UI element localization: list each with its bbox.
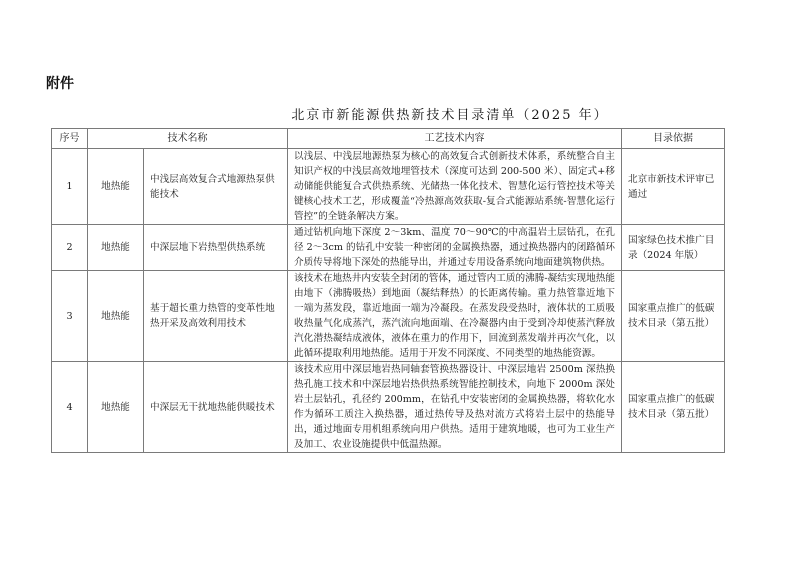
table-row	[52, 271, 725, 362]
catalog-basis: 国家重点推广的低碳技术目录（第五批）	[622, 362, 725, 453]
row-number: 2	[52, 225, 88, 271]
process-content: 以浅层、中浅层地源热泵为核心的高效复合式创新技术体系，系统整合自主知识产权的中浅层高效地埋管技术（深度可达到 200-500 米）、固定式+移动储能供能复合式供热系统、光储热一体化技术、智慧化运行管控技术等关键核心技术工艺，形成覆盖“冷热源高效获取-复合式能源站系统-智慧化运行管控”的全链条解决方案。	[288, 149, 622, 225]
energy-category: 地热能	[88, 225, 144, 271]
technology-name: 基于超长重力热管的变革性地热开采及高效利用技术	[144, 271, 288, 362]
table-row	[52, 362, 725, 453]
document-title: 北京市新能源供热新技术目录清单（2025 年）	[291, 108, 609, 123]
annex-label: 附件	[46, 76, 74, 92]
energy-category: 地热能	[88, 149, 144, 225]
row-number: 1	[52, 149, 88, 225]
row-number: 4	[52, 362, 88, 453]
technology-name: 中浅层高效复合式地源热泵供能技术	[144, 149, 288, 225]
technology-name: 中深层地下岩热型供热系统	[144, 225, 288, 271]
header-tech-name: 技术名称	[88, 129, 288, 149]
header-catalog-basis: 目录依据	[622, 129, 725, 149]
row-number: 3	[52, 271, 88, 362]
table-row	[52, 225, 725, 271]
technology-name: 中深层无干扰地热能供暖技术	[144, 362, 288, 453]
header-no: 序号	[52, 129, 88, 149]
process-content: 该技术应用中深层地岩热同轴套管换热器设计、中深层地岩 2500m 深热换热孔施工技术和中深层地岩热供热系统智能控制技术，向地下 2000m 深处岩土层钻孔，孔径约 200mm，在钻孔中安装密闭的金属换热器，将软化水作为循环工质注入换热器，通过热传导及热对流方式将岩土层中的热能导出，通过地面专用机组系统向用户供热。适用于建筑地暖，也可为工业生产及加工、农业设施提供中低温热源。	[288, 362, 622, 453]
process-content: 该技术在地热井内安装全封闭的管体，通过管内工质的沸腾-凝结实现地热能由地下（沸腾吸热）到地面（凝结释热）的长距离传输。重力热管靠近地下一端为蒸发段，靠近地面一端为冷凝段。在蒸发段受热时，液体状的工质吸收热量气化成蒸汽，蒸汽流向地面端、在冷凝器内由于受到冷却使蒸汽释放汽化潜热凝结成液体，液体在重力的作用下，回流到蒸发端并再次气化，以此循环提取利用地热能。适用于开发不同深度、不同类型的地热能资源。	[288, 271, 622, 362]
table-header-row	[52, 129, 725, 149]
technology-catalog-table	[51, 128, 725, 453]
catalog-basis: 国家绿色技术推广目录（2024 年版）	[622, 225, 725, 271]
energy-category: 地热能	[88, 362, 144, 453]
header-process-content: 工艺技术内容	[288, 129, 622, 149]
catalog-basis: 北京市新技术评审已通过	[622, 149, 725, 225]
energy-category: 地热能	[88, 271, 144, 362]
catalog-basis: 国家重点推广的低碳技术目录（第五批）	[622, 271, 725, 362]
table-row	[52, 149, 725, 225]
process-content: 通过钻机向地下深度 2～3km、温度 70～90℃的中高温岩土层钻孔，在孔径 2～3cm 的钻孔中安装一种密闭的金属换热器，通过换热器内的闭路循环介质传导将地下深处的热能导出，并通过专用设备系统向地面建筑物供热。	[288, 225, 622, 271]
